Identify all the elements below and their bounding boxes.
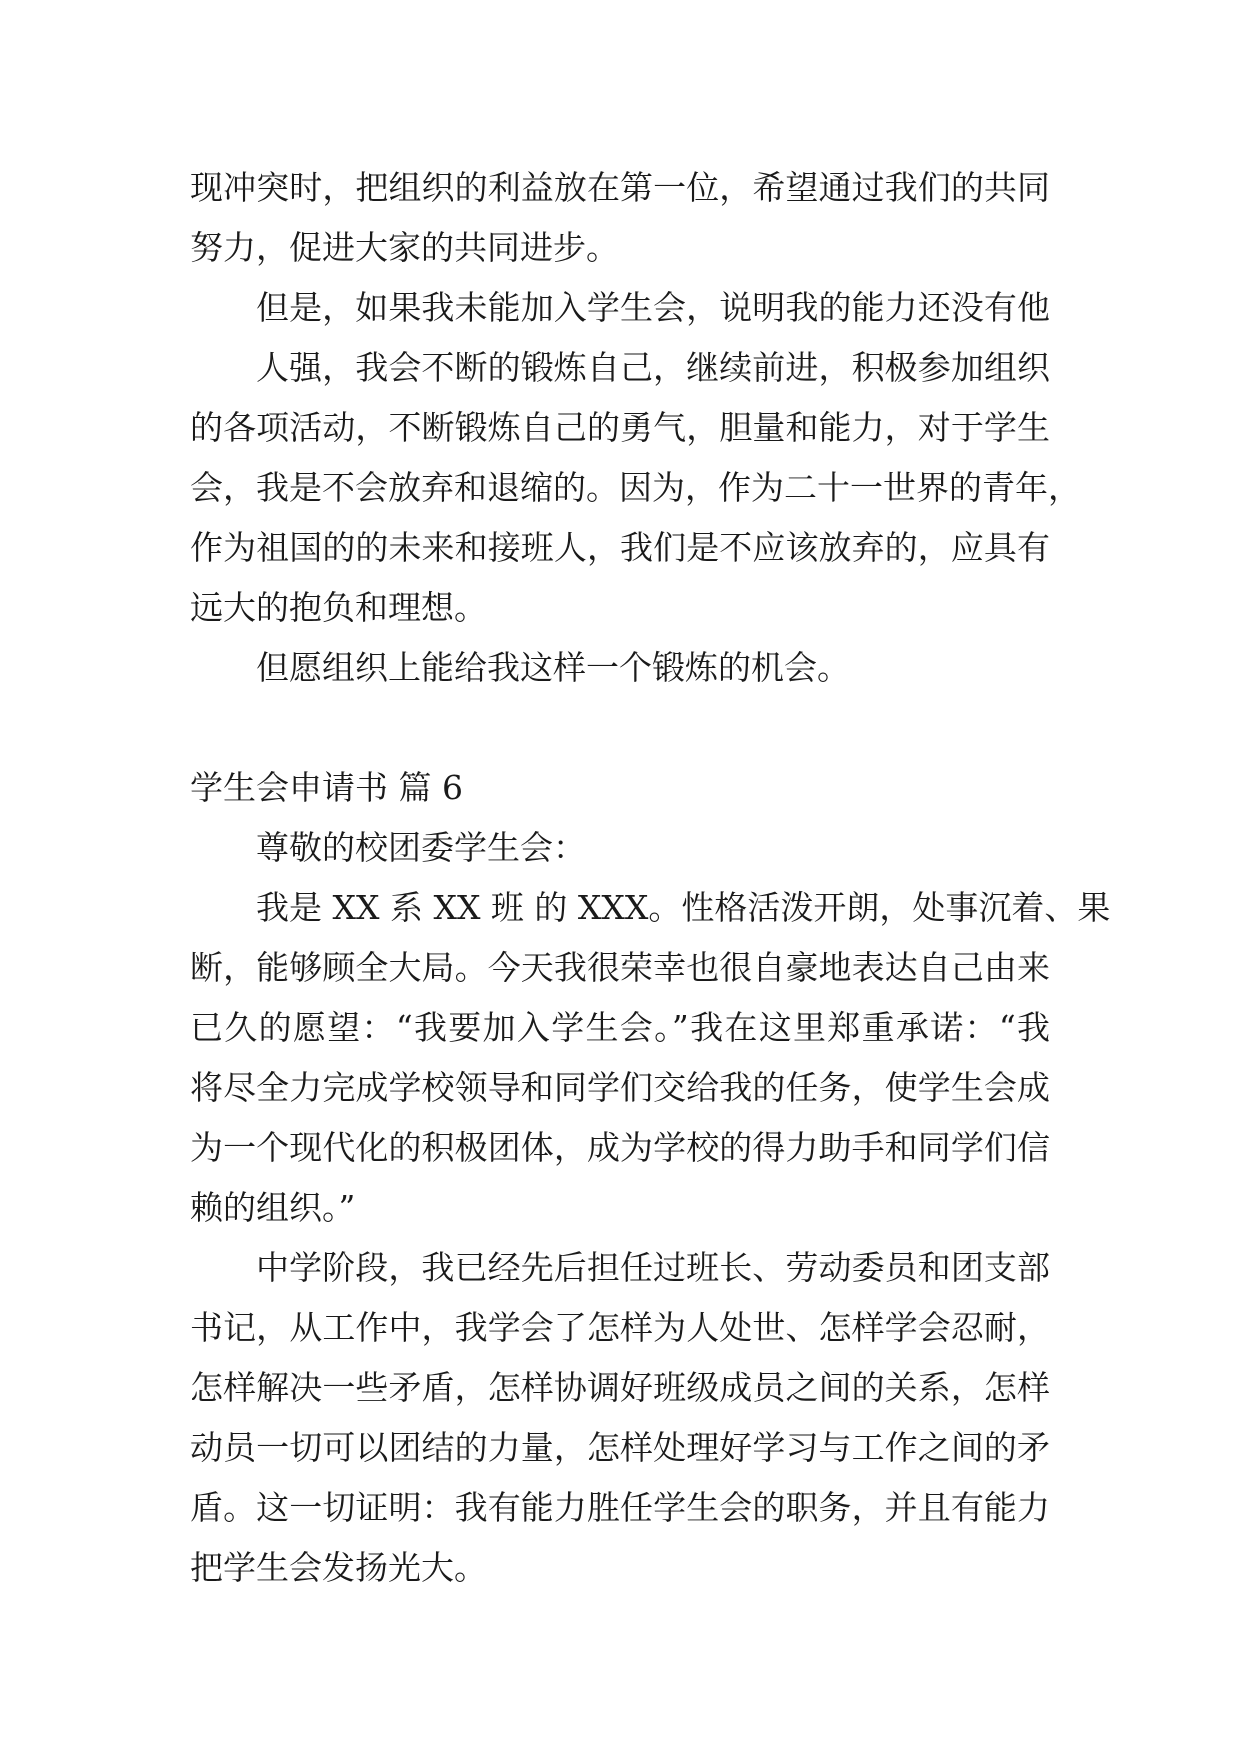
paragraph-experience: [190, 1238, 1050, 1598]
text-line: 会，我是不会放弃和退缩的。因为，作为二十一世界的青年，: [190, 468, 1081, 507]
text-line: 远大的抱负和理想。: [190, 588, 487, 627]
text-line: 将尽全力完成学校领导和同学们交给我的任务，使学生会成: [190, 1068, 1050, 1107]
text-line: 已久的愿望：“我要加入学生会。”我在这里郑重承诺：“我: [190, 1008, 1050, 1047]
paragraph-if-not-admitted: [190, 278, 1081, 638]
text-line: 作为祖国的的未来和接班人，我们是不应该放弃的，应具有: [190, 528, 1050, 567]
text-line: 中学阶段，我已经先后担任过班长、劳动委员和团支部: [256, 1248, 1050, 1287]
salutation: 尊敬的校团委学生会：: [256, 828, 586, 867]
paragraph-hope: [190, 638, 1050, 698]
text-line: 为一个现代化的积极团体，成为学校的得力助手和同学们信: [190, 1128, 1050, 1167]
text-line: 赖的组织。”: [190, 1188, 356, 1227]
paragraph-introduction: [190, 878, 1111, 1238]
text-line: 断，能够顾全大局。今天我很荣幸也很自豪地表达自己由来: [190, 948, 1050, 987]
spacer: [190, 698, 1050, 758]
text-line: 但是，如果我未能加入学生会，说明我的能力还没有他: [256, 288, 1050, 327]
text-line: 动员一切可以团结的力量，怎样处理好学习与工作之间的矛: [190, 1428, 1050, 1467]
text-line: 盾。这一切证明：我有能力胜任学生会的职务，并且有能力: [190, 1488, 1050, 1527]
text-line: 我是 XX 系 XX 班 的 XXX。性格活泼开朗，处事沉着、果: [256, 888, 1111, 927]
text-line: 怎样解决一些矛盾，怎样协调好班级成员之间的关系，怎样: [190, 1368, 1050, 1407]
paragraph-continuation: [190, 158, 1050, 278]
text-line: 努力，促进大家的共同进步。: [190, 228, 619, 267]
section-heading: 学生会申请书 篇 6: [190, 768, 463, 807]
document-body: [190, 158, 1111, 1598]
text-line: 现冲突时，把组织的利益放在第一位，希望通过我们的共同: [190, 168, 1050, 207]
text-line: 书记，从工作中，我学会了怎样为人处世、怎样学会忍耐，: [190, 1308, 1050, 1347]
text-line: 人强，我会不断的锻炼自己，继续前进，积极参加组织: [256, 348, 1050, 387]
text-line: 把学生会发扬光大。: [190, 1548, 487, 1587]
text-line: 但愿组织上能给我这样一个锻炼的机会。: [256, 648, 850, 687]
text-line: 的各项活动，不断锻炼自己的勇气，胆量和能力，对于学生: [190, 408, 1050, 447]
